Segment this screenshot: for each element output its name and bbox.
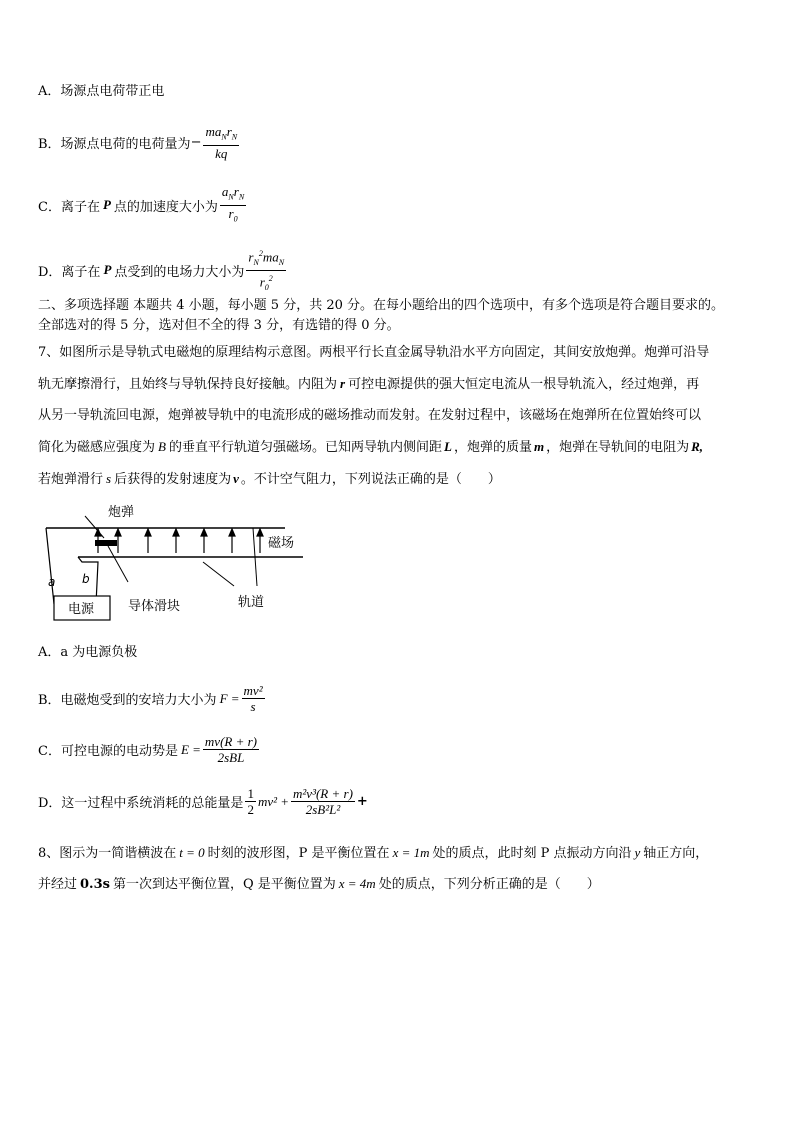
- label-rail: 轨道: [238, 595, 265, 610]
- q6-option-c-fraction: $\frac{a_Nr_N}{r_0}$: [221, 184, 245, 224]
- q7-line-3: 从另一导轨流回电源，炮弹被导轨中的电流形成的磁场推动而发射。在发射过程中，该磁场在炮弹所在位置始终可以: [38, 408, 702, 423]
- section-heading-line-2: 全部选对的得 5 分，选对但不全的得 3 分，有选错的得 0 分。: [38, 318, 400, 333]
- section-heading: [38, 296, 768, 336]
- q7-option-d-prefix: D．这一过程中系统消耗的总能量是: [38, 796, 244, 811]
- q7-line-5: 若炮弹滑行 s 后获得的发射速度为 v 。不计空气阻力，下列说法正确的是（ ）: [38, 471, 501, 487]
- q8-stem: [38, 838, 758, 900]
- q7-option-c-eq: E =: [180, 741, 201, 757]
- q7-option-d-half: $\frac{1}{2}$: [247, 786, 254, 817]
- q6-option-b-prefix: B．场源点电荷的电荷量为: [38, 136, 191, 152]
- section-heading-line-1: 二、多项选择题 本题共 4 小题，每小题 5 分，共 20 分。在每小题给出的四个选项中，有多个选项是符合题目要求的。: [38, 298, 725, 313]
- q6-option-b-sign: −: [190, 134, 202, 150]
- q6-option-c-denominator: r: [228, 205, 234, 221]
- q6-option-a: A．场源点电荷带正电: [38, 84, 165, 99]
- q7-option-c: [38, 734, 261, 765]
- q7-option-d: [38, 786, 368, 817]
- q7-line-1: 7、如图所示是导轨式电磁炮的原理结构示意图。两根平行长直金属导轨沿水平方向固定，其间安放炮弹。炮弹可沿导: [38, 345, 710, 360]
- q6-option-b-denominator: kq: [215, 145, 228, 161]
- rail-leader-1: [203, 562, 234, 586]
- q6-option-c-prefix: C．离子在: [38, 199, 100, 215]
- q6-option-c: [38, 184, 248, 226]
- q6-option-b-numerator: ma: [205, 124, 222, 139]
- label-a: a: [48, 575, 56, 589]
- q7-option-b-fraction: $\frac{\text{mv²}}{s}$: [243, 683, 263, 714]
- q7-option-b: [38, 683, 267, 714]
- q8-line-2: 并经过 0.3s 第一次到达平衡位置，Q 是平衡位置为 x = 4m 处的质点，下列分析正确的是（ ）: [38, 876, 600, 892]
- q7-option-d-fraction: $\frac{\text{m²v³(R + r)}}{\text{2sB²L²}}$: [293, 786, 353, 817]
- projectile-bar: [95, 540, 117, 546]
- q6-option-d-mid: 点受到的电场力大小为: [114, 264, 245, 280]
- label-slider: 导体滑块: [128, 599, 181, 614]
- q6-option-b-fraction: $\frac{ma_Nr_N}{kq}$: [205, 124, 238, 161]
- label-shell: 炮弹: [108, 505, 135, 520]
- shell-leader: [85, 516, 104, 538]
- q6-option-d-point: P: [103, 262, 112, 278]
- railgun-figure: [38, 500, 318, 626]
- q6-option-c-point: P: [102, 197, 111, 213]
- label-field: 磁场: [268, 536, 295, 551]
- q7-option-a: A．a 为电源负极: [38, 645, 138, 660]
- q7-option-d-mv2: mv² +: [257, 793, 290, 809]
- q7-option-b-eq: F =: [219, 690, 240, 706]
- q7-line-2: 轨无摩擦滑行，且始终与导轨保持良好接触。内阻为 r 可控电源提供的强大恒定电流从一根导轨流入，经过炮弹，再: [38, 376, 700, 392]
- q7-option-d-plus: +: [356, 794, 368, 809]
- q6-option-b: [38, 124, 241, 161]
- wire-a: [46, 528, 54, 604]
- q7-stem: [38, 337, 758, 495]
- label-source: 电源: [68, 602, 95, 617]
- q7-option-c-prefix: C．可控电源的电动势是: [38, 744, 178, 759]
- label-b: b: [82, 572, 90, 586]
- q7-line-4: 简化为磁感应强度为 B 的垂直平行轨道匀强磁场。已知两导轨内侧间距 L ，炮弹的质量 m ，炮弹在导轨间的电阻为 R,: [38, 439, 704, 455]
- q6-option-d-fraction: $\frac{r_N^2ma_N}{r_0^2}$: [246, 246, 286, 295]
- field-arrows: [95, 529, 263, 553]
- q6-option-c-mid: 点的加速度大小为: [113, 199, 218, 215]
- q7-option-c-fraction: $\frac{mv(R + r)}{\text{2sBL}}$: [204, 734, 258, 765]
- q8-line-1: 8、图示为一简谐横波在 t = 0 时刻的波形图，P 是平衡位置在 x = 1m 处的质点，此时刻 P 点振动方向沿 y 轴正方向，: [38, 845, 709, 861]
- q6-option-d: [38, 246, 288, 295]
- q7-option-b-prefix: B．电磁炮受到的安培力大小为: [38, 693, 217, 708]
- q6-option-d-prefix: D．离子在: [38, 264, 101, 280]
